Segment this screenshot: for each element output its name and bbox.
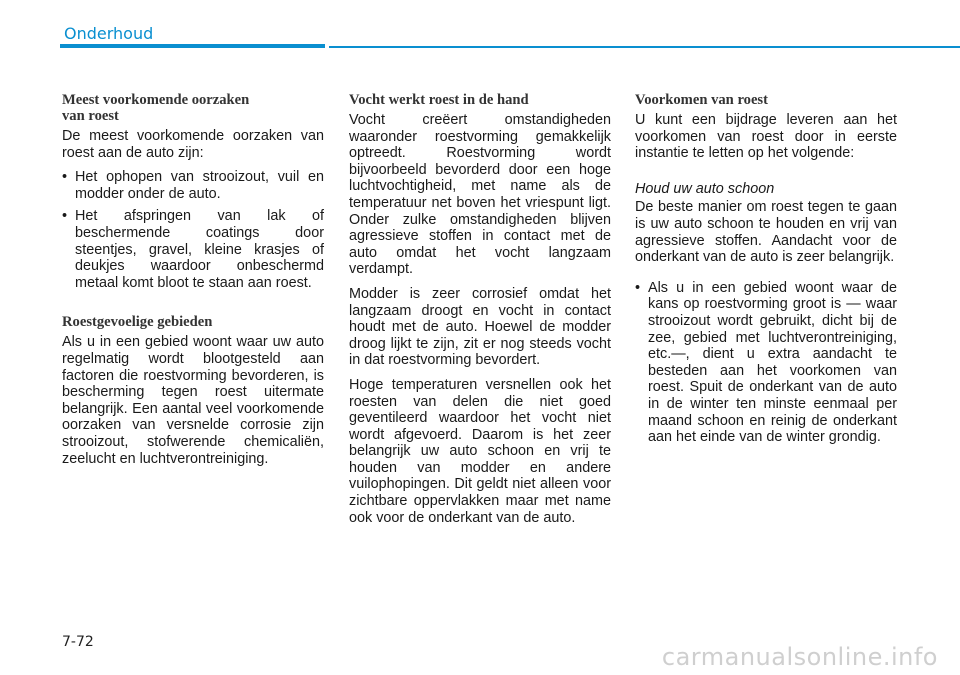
section-title: Onderhoud <box>64 24 154 43</box>
prevention-intro: U kunt een bijdrage leveren aan het voorkomen van roest door in eerste instantie te letten op het volgende: <box>635 112 897 162</box>
sensitive-areas-text: Als u in een gebied woont waar uw auto regelmatig wordt blootgesteld aan factoren die roestvorming bevorderen, is bescherming tegen roest uitermate belangrijk. Een aantal veel voorkomende oorzaken van versnelde corrosie zijn strooizout, stofwerende chemicaliën, zeelucht en luchtverontreiniging. <box>62 334 324 467</box>
list-item: • Als u in een gebied woont waar de kans op roestvorming groot is — waar strooizout wordt gebruikt, dicht bij de zee, gebied met luchtverontreiniging, etc.—, dient u extra aandacht te besteden aan het voorkomen van roest. Spuit de onderkant van de auto in de winter ten minste eenmaal per maand schoon en reinig de onderkant aan het einde van de winter grondig. <box>635 280 897 446</box>
keep-clean-text: De beste manier om roest tegen te gaan is uw auto schoon te houden en vrij van agressieve stoffen. Aandacht voor de onderkant van de auto is zeer belangrijk. <box>635 199 897 266</box>
list-item: • Het afspringen van lak of beschermende coatings door steentjes, gravel, kleine krasjes of deukjes waardoor onbeschermd metaal komt bloot te staan aan roest. <box>62 208 324 291</box>
causes-list <box>62 169 324 291</box>
list-item: • Het ophopen van strooizout, vuil en modder onder de auto. <box>62 169 324 202</box>
subheading-keep-clean: Houd uw auto schoon <box>635 180 775 197</box>
moisture-paragraph: Modder is zeer corrosief omdat het langzaam droogt en vocht in contact houdt met de auto. Hoewel de modder droog lijkt te zijn, zit er nog steeds vocht in dat roestvorming bevordert. <box>349 285 611 369</box>
moisture-paragraph: Vocht creëert omstandigheden waaronder roestvorming gemakkelijk optreedt. Roestvorming wordt bijvoorbeeld bevorderd door een hoge luchtvochtigheid, met name als de temperatuur net boven het vriespunt ligt. Onder zulke omstandigheden blijven agressieve stoffen in contact met de auto omdat het vocht langzaam verdampt. <box>349 112 611 278</box>
heading-sensitive-areas: Roestgevoelige gebieden <box>62 314 213 331</box>
prevention-list <box>635 280 897 446</box>
heading-moisture: Vocht werkt roest in de hand <box>349 92 529 108</box>
causes-intro: De meest voorkomende oorzaken van roest aan de auto zijn: <box>62 128 324 161</box>
heading-causes <box>62 92 324 124</box>
heading-prevention: Voorkomen van roest <box>635 92 768 108</box>
heading-causes-line2: van roest <box>62 108 119 124</box>
column-3 <box>635 92 897 452</box>
header-rule-thin <box>329 46 960 48</box>
column-2 <box>349 92 611 534</box>
watermark: carmanualsonline.info <box>661 643 938 671</box>
page-number: 7-72 <box>62 634 94 650</box>
heading-causes-line1: Meest voorkomende oorzaken <box>62 92 250 108</box>
moisture-paragraph: Hoge temperaturen versnellen ook het roesten van delen die niet goed geventileerd waardoor het vocht niet wordt afgevoerd. Daarom is het zeer belangrijk uw auto schoon en vrij te houden van modder en andere vuilophopingen. Dit geldt niet alleen voor zichtbare oppervlakken maar met name ook voor de onderkant van de auto. <box>349 376 611 526</box>
column-1 <box>62 92 324 475</box>
header-rule-thick <box>60 44 325 48</box>
